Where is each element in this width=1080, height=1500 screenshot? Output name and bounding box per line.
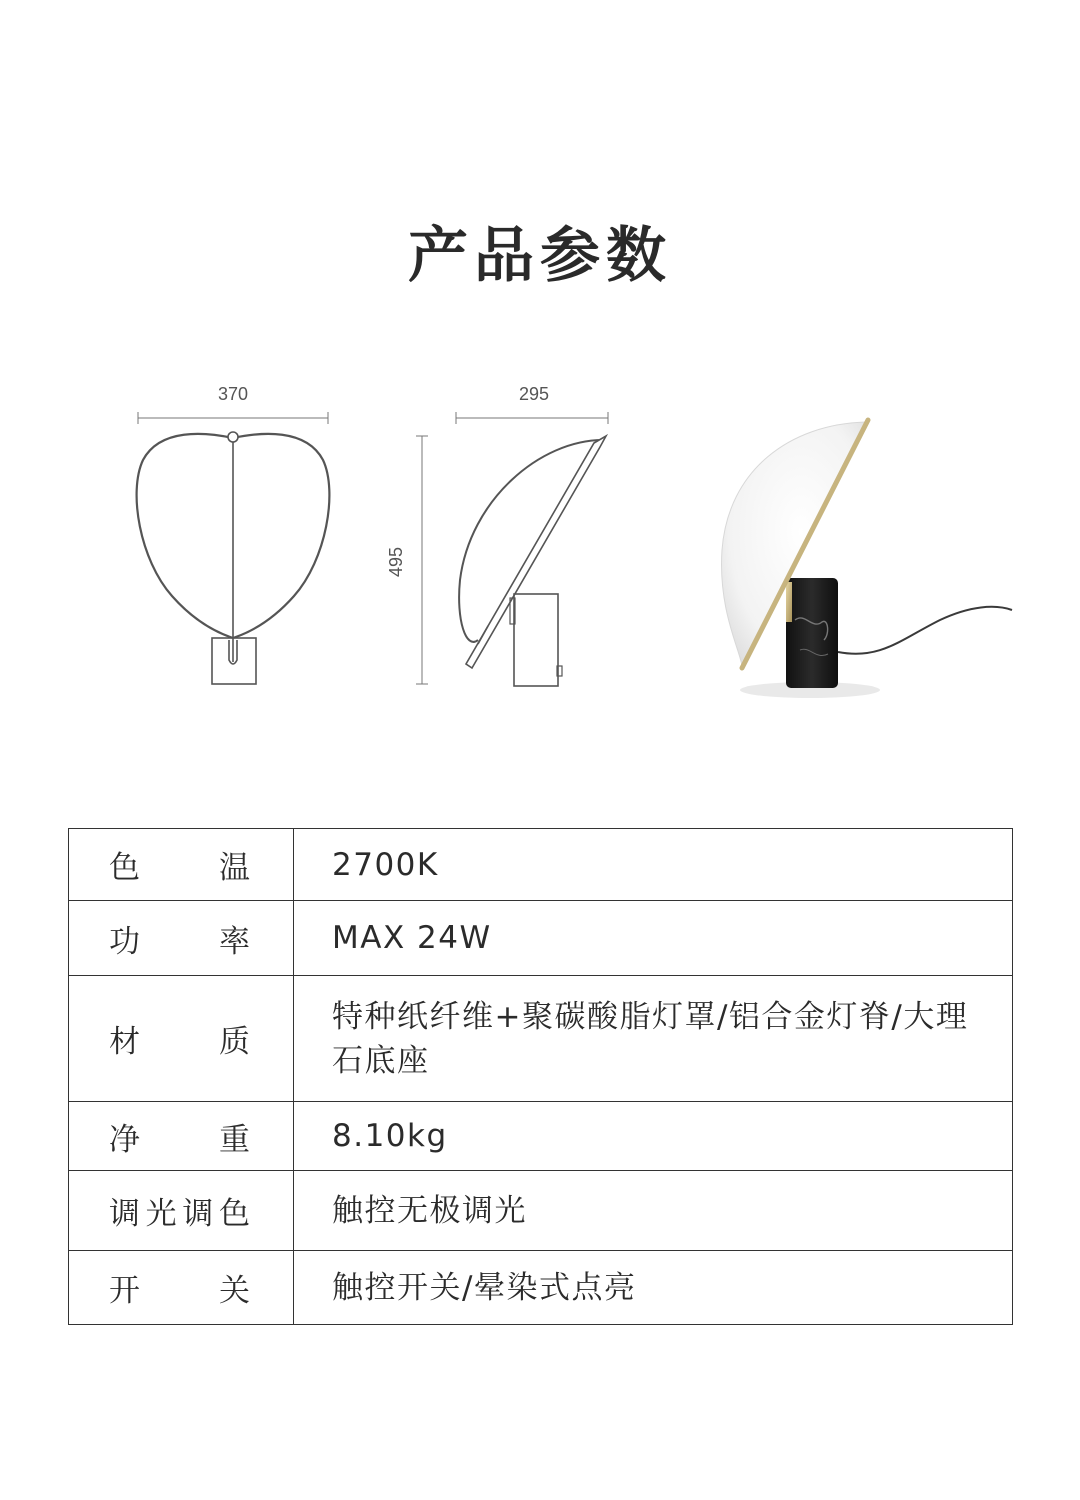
spec-table (68, 828, 1013, 1325)
product-drawings (0, 370, 1080, 730)
spec-key: 调光调色 (69, 1171, 294, 1251)
spec-key: 材 质 (69, 976, 294, 1102)
spec-key: 功 率 (69, 901, 294, 976)
height-label: 495 (386, 546, 406, 578)
page-title: 产品参数 (408, 221, 672, 291)
spec-value: 2700K (294, 829, 1013, 901)
table-row (69, 901, 1013, 976)
spec-value: 特种纸纤维+聚碳酸脂灯罩/铝合金灯脊/大理石底座 (294, 976, 1013, 1102)
front-width-label: 370 (217, 384, 249, 404)
front-view-drawing (137, 384, 330, 684)
product-render-image (722, 420, 1012, 698)
table-row (69, 976, 1013, 1102)
table-row (69, 829, 1013, 901)
spec-key: 开 关 (69, 1251, 294, 1325)
spec-key: 色 温 (69, 829, 294, 901)
spec-value: 8.10kg (294, 1102, 1013, 1171)
side-view-drawing (386, 384, 608, 686)
table-row (69, 1251, 1013, 1325)
table-row (69, 1171, 1013, 1251)
spec-value: 触控开关/晕染式点亮 (294, 1251, 1013, 1325)
spec-value: 触控无极调光 (294, 1171, 1013, 1251)
spec-value: MAX 24W (294, 901, 1013, 976)
side-width-label: 295 (518, 384, 550, 404)
table-row (69, 1102, 1013, 1171)
spec-key: 净 重 (69, 1102, 294, 1171)
